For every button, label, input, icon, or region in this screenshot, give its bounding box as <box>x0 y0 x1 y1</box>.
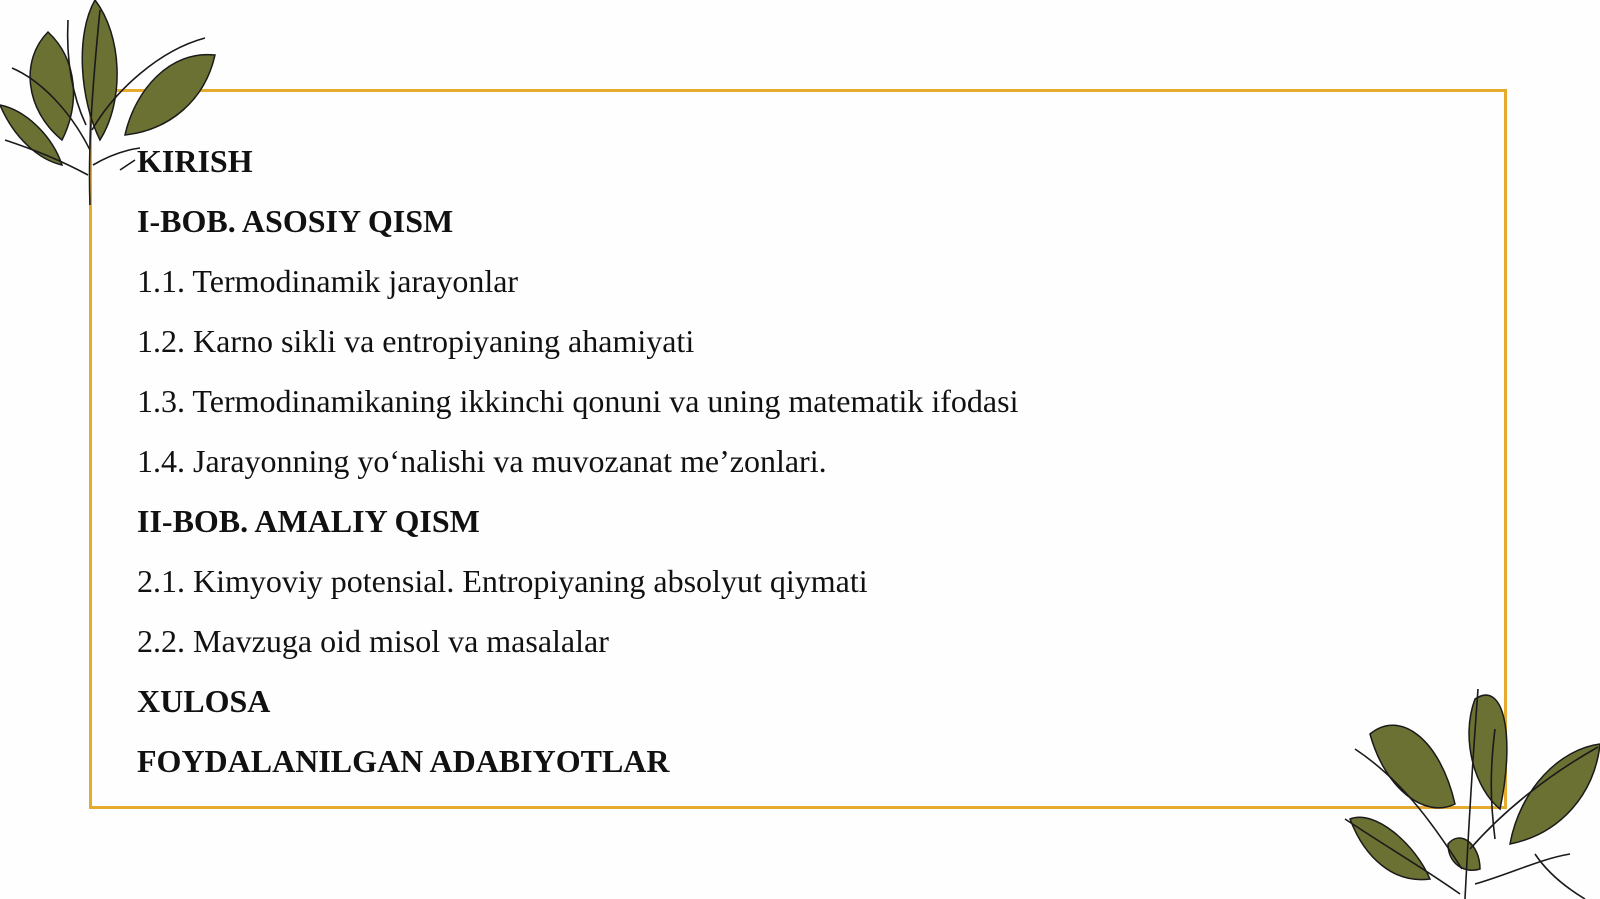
toc-item-xulosa: XULOSA <box>137 683 271 719</box>
toc-item-2-1: 2.1. Kimyoviy potensial. Entropiyaning absolyut qiymati <box>137 563 868 599</box>
leaves-decoration-bottom-right <box>1330 669 1600 899</box>
toc-item-1-4: 1.4. Jarayonning yo‘nalishi va muvozanat me’zonlari. <box>137 443 827 479</box>
toc-item-2-2: 2.2. Mavzuga oid misol va masalalar <box>137 623 609 659</box>
toc-item-references: FOYDALANILGAN ADABIYOTLAR <box>137 743 670 779</box>
toc-item-1-1: 1.1. Termodinamik jarayonlar <box>137 263 519 299</box>
table-of-contents <box>137 140 1018 800</box>
toc-item-1-3: 1.3. Termodinamikaning ikkinchi qonuni va uning matematik ifodasi <box>137 383 1019 419</box>
toc-item-1-2: 1.2. Karno sikli va entropiyaning ahamiyati <box>137 323 695 359</box>
toc-item-chapter-1: I-BOB. ASOSIY QISM <box>137 203 454 239</box>
toc-item-chapter-2: II-BOB. AMALIY QISM <box>137 503 480 539</box>
toc-item-kirish: KIRISH <box>137 143 253 179</box>
